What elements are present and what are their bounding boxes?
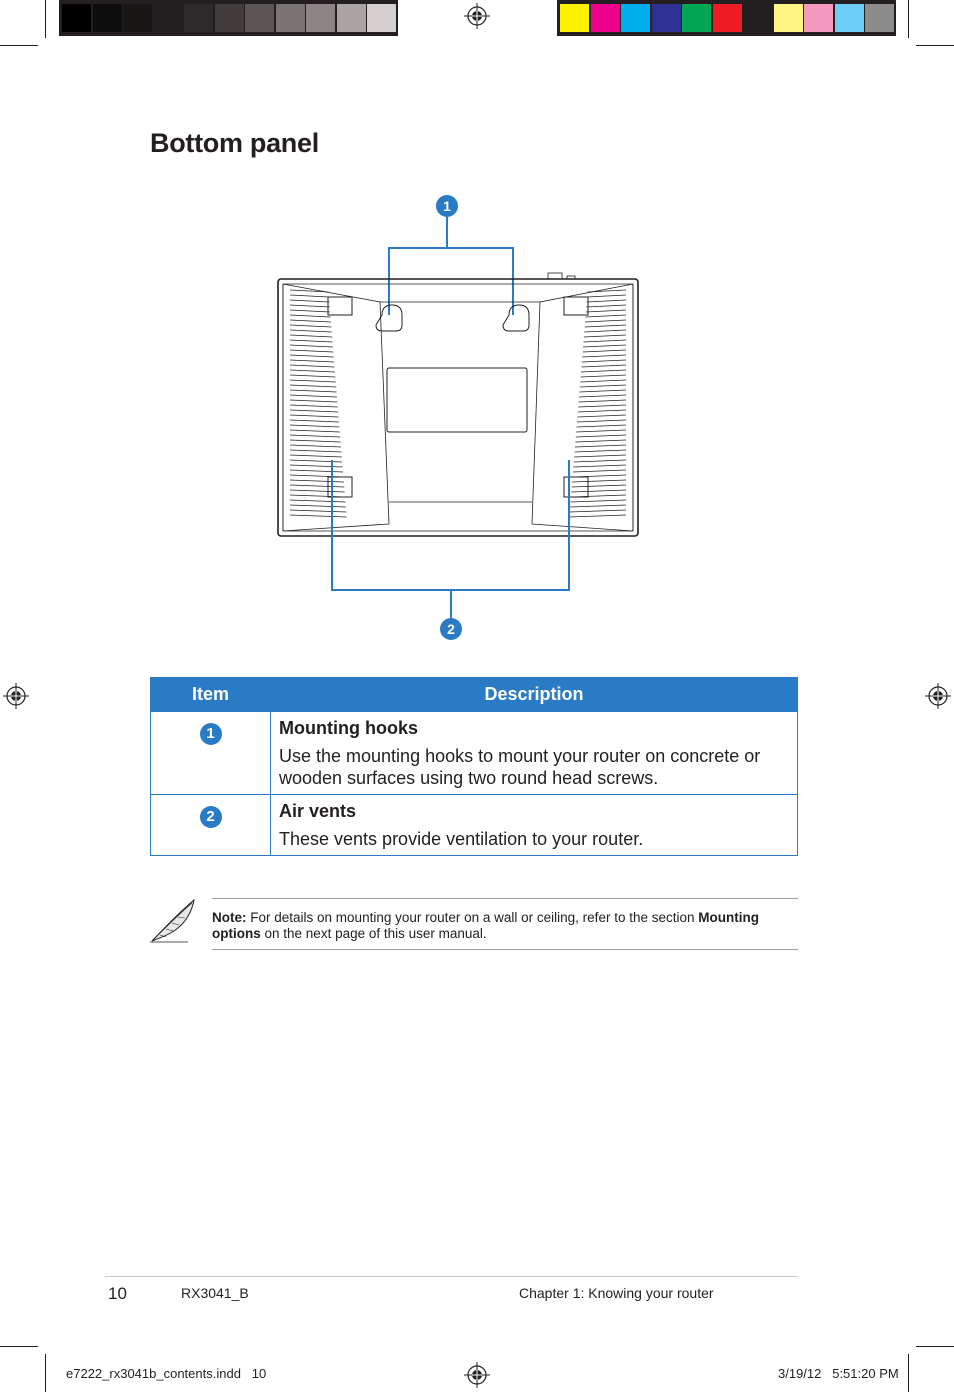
gray-swatch xyxy=(215,4,244,32)
model-name: RX3041_B xyxy=(181,1285,249,1301)
gray-swatch xyxy=(123,4,152,32)
page-title: Bottom panel xyxy=(150,128,319,158)
color-swatch xyxy=(682,4,711,32)
gray-swatch xyxy=(276,4,305,32)
color-swatch xyxy=(743,4,772,32)
item-title: Air vents xyxy=(279,801,357,821)
item-title: Mounting hooks xyxy=(279,718,418,738)
callout-1 xyxy=(389,195,513,315)
header-description: Description xyxy=(271,678,798,712)
color-swatch xyxy=(774,4,803,32)
gray-swatch xyxy=(306,4,335,32)
color-swatch xyxy=(713,4,742,32)
color-swatch xyxy=(591,4,620,32)
color-swatch xyxy=(560,4,589,32)
gray-swatch xyxy=(62,4,91,32)
process-color-bar xyxy=(557,0,896,36)
color-swatch xyxy=(865,4,894,32)
item-description-table xyxy=(150,677,798,856)
file-slug: e7222_rx3041b_contents.indd 10 xyxy=(66,1366,267,1381)
air-vents-right xyxy=(569,290,626,517)
air-vents-left xyxy=(290,290,347,517)
table-row xyxy=(151,712,798,795)
chapter-title: Chapter 1: Knowing your router xyxy=(519,1285,714,1301)
footer-rule xyxy=(105,1276,798,1277)
gray-swatch xyxy=(184,4,213,32)
callout-1-label: 1 xyxy=(443,198,451,214)
print-timestamp: 3/19/12 5:51:20 PM xyxy=(778,1366,899,1381)
header-item: Item xyxy=(151,678,271,712)
page-number: 10 xyxy=(108,1284,127,1303)
gray-swatch xyxy=(245,4,274,32)
callout-2-label: 2 xyxy=(447,621,455,637)
note-bold-term: Mounting options xyxy=(212,910,759,941)
registration-mark-bottom xyxy=(464,1362,490,1388)
note-top-rule xyxy=(212,898,798,899)
note-body: For details on mounting your router on a wall or ceiling, refer to the section xyxy=(250,910,695,925)
note-body-end: on the next page of this user manual. xyxy=(264,926,487,941)
gray-swatch xyxy=(337,4,366,32)
gray-swatch xyxy=(367,4,396,32)
note-label: Note: xyxy=(212,910,247,925)
table-row xyxy=(151,795,798,856)
color-swatch xyxy=(621,4,650,32)
feather-pen-icon xyxy=(148,897,198,945)
gray-swatch xyxy=(154,4,183,32)
note-text xyxy=(212,910,792,942)
gray-swatch xyxy=(398,4,427,32)
registration-mark-left xyxy=(3,683,29,709)
router-bottom-diagram xyxy=(270,190,650,650)
item-number-badge: 2 xyxy=(200,806,222,828)
color-swatch xyxy=(835,4,864,32)
grayscale-color-bar xyxy=(59,0,398,36)
gray-swatch xyxy=(93,4,122,32)
registration-mark-top xyxy=(464,3,490,29)
note-bottom-rule xyxy=(212,949,798,950)
item-number-badge: 1 xyxy=(200,723,222,745)
item-description: These vents provide ventilation to your router. xyxy=(279,829,644,849)
color-swatch xyxy=(652,4,681,32)
registration-mark-right xyxy=(925,683,951,709)
color-swatch xyxy=(804,4,833,32)
item-description: Use the mounting hooks to mount your router on concrete or wooden surfaces using two round head screws. xyxy=(279,746,761,788)
